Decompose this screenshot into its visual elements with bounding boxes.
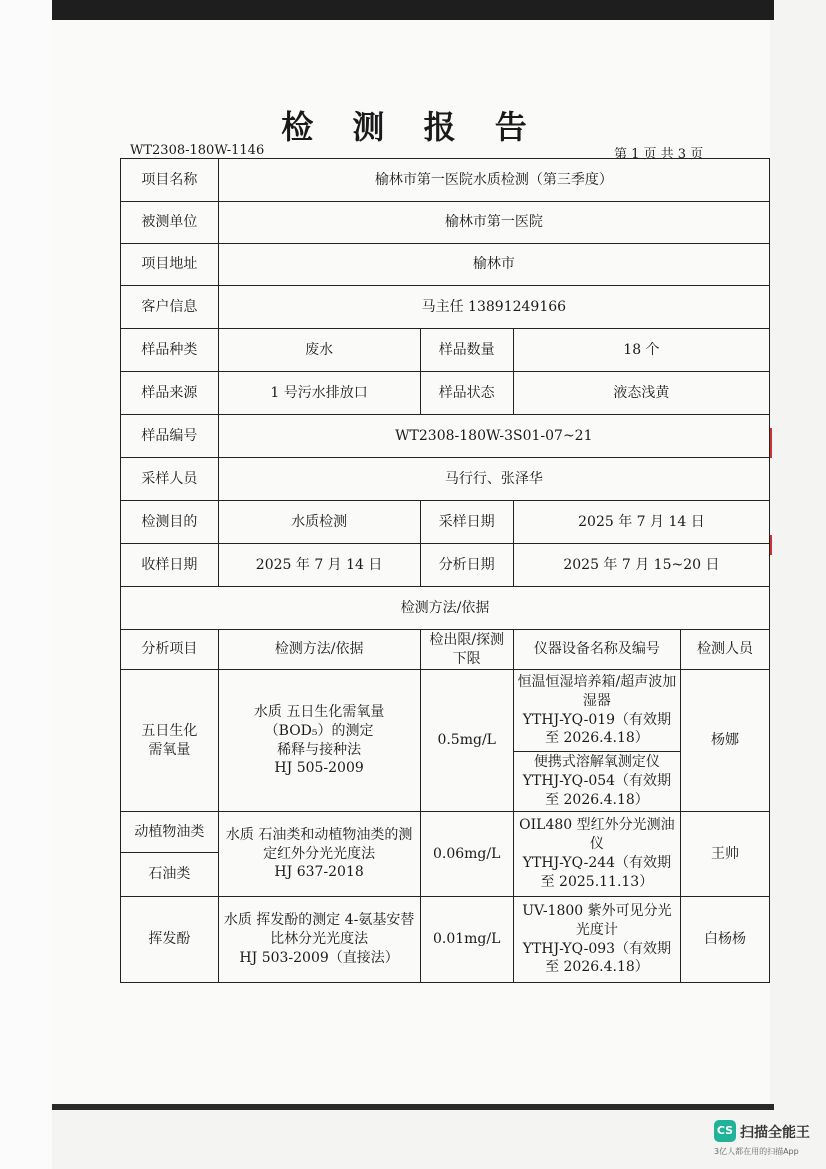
instrument-phenol: UV-1800 紫外可见分光光度计 YTHJ-YQ-093（有效期至 2026.4.18） [513, 897, 680, 983]
table-row [121, 329, 770, 372]
table-header-row [121, 630, 770, 670]
sample-state-value: 液态浅黄 [513, 372, 769, 415]
method-oil: 水质 石油类和动植物油类的测定红外分光光度法 HJ 637-2018 [218, 812, 420, 897]
table-row [121, 812, 770, 853]
table-row [121, 587, 770, 630]
field-label: 被测单位 [121, 202, 219, 244]
sample-number-value: WT2308-180W-3S01-07~21 [218, 415, 769, 458]
project-name-value: 榆林市第一医院水质检测（第三季度） [218, 159, 769, 202]
table-row [121, 159, 770, 202]
analysis-item-phenol: 挥发酚 [121, 897, 219, 983]
watermark-slogan: 3亿人都在用的扫描App [714, 1147, 799, 1156]
method-phenol: 水质 挥发酚的测定 4-氨基安替比林分光光度法 HJ 503-2009（直接法） [218, 897, 420, 983]
instrument-bod-1: 恒温恒湿培养箱/超声波加湿器 YTHJ-YQ-019（有效期至 2026.4.18） [513, 670, 680, 752]
field-label: 收样日期 [121, 544, 219, 587]
scan-left-margin [0, 0, 52, 1169]
table-row [121, 415, 770, 458]
analysis-item-bod: 五日生化 需氧量 [121, 670, 219, 812]
report-title: 检 测 报 告 [281, 108, 541, 146]
table-row [121, 202, 770, 244]
tester-phenol: 白杨杨 [680, 897, 769, 983]
column-header-limit: 检出限/探测下限 [420, 630, 513, 670]
field-label: 采样日期 [420, 501, 513, 544]
camscanner-logo-icon: CS [714, 1120, 736, 1142]
field-label: 项目地址 [121, 244, 219, 286]
column-header-instrument: 仪器设备名称及编号 [513, 630, 680, 670]
tested-unit-value: 榆林市第一医院 [218, 202, 769, 244]
field-label: 样品编号 [121, 415, 219, 458]
column-header-method: 检测方法/依据 [218, 630, 420, 670]
document-page [52, 20, 770, 1104]
field-label: 样品数量 [420, 329, 513, 372]
sample-count-value: 18 个 [513, 329, 769, 372]
limit-phenol: 0.01mg/L [420, 897, 513, 983]
field-label: 检测目的 [121, 501, 219, 544]
limit-bod: 0.5mg/L [420, 670, 513, 812]
analysis-item-animal-plant-oil: 动植物油类 [121, 812, 219, 853]
instrument-oil: OIL480 型红外分光测油仪 YTHJ-YQ-244（有效期至 2025.11.13） [513, 812, 680, 897]
limit-oil: 0.06mg/L [420, 812, 513, 897]
field-label: 样品来源 [121, 372, 219, 415]
report-table [120, 158, 770, 983]
analysis-item-petroleum: 石油类 [121, 853, 219, 897]
client-info-value: 马主任 13891249166 [218, 286, 769, 329]
received-date-value: 2025 年 7 月 14 日 [218, 544, 420, 587]
table-row [121, 372, 770, 415]
watermark-app-name: 扫描全能王 [740, 1125, 810, 1141]
field-label: 客户信息 [121, 286, 219, 329]
table-row [121, 670, 770, 752]
report-number: WT2308-180W-1146 [130, 143, 265, 158]
method-bod: 水质 五日生化需氧量 （BOD₅）的测定 稀释与接种法 HJ 505-2009 [218, 670, 420, 812]
tester-bod: 杨娜 [680, 670, 769, 812]
table-row [121, 501, 770, 544]
instrument-bod-2: 便携式溶解氧测定仪 YTHJ-YQ-054（有效期至 2026.4.18） [513, 752, 680, 812]
table-row [121, 897, 770, 983]
methods-section-title: 检测方法/依据 [121, 587, 770, 630]
project-address-value: 榆林市 [218, 244, 769, 286]
purpose-value: 水质检测 [218, 501, 420, 544]
sampling-date-value: 2025 年 7 月 14 日 [513, 501, 769, 544]
page-info: 第 1 页 共 3 页 [614, 147, 704, 162]
field-label: 样品状态 [420, 372, 513, 415]
field-label: 样品种类 [121, 329, 219, 372]
table-row [121, 286, 770, 329]
table-row [121, 458, 770, 501]
field-label: 分析日期 [420, 544, 513, 587]
field-label: 采样人员 [121, 458, 219, 501]
sample-type-value: 废水 [218, 329, 420, 372]
table-row [121, 544, 770, 587]
column-header-item: 分析项目 [121, 630, 219, 670]
scan-top-border [52, 0, 774, 20]
scanner-watermark [714, 1120, 820, 1160]
tester-oil: 王帅 [680, 812, 769, 897]
field-label: 项目名称 [121, 159, 219, 202]
scan-bottom-border [52, 1104, 774, 1110]
analysis-date-value: 2025 年 7 月 15~20 日 [513, 544, 769, 587]
sample-source-value: 1 号污水排放口 [218, 372, 420, 415]
sampler-value: 马行行、张泽华 [218, 458, 769, 501]
table-row [121, 244, 770, 286]
column-header-tester: 检测人员 [680, 630, 769, 670]
